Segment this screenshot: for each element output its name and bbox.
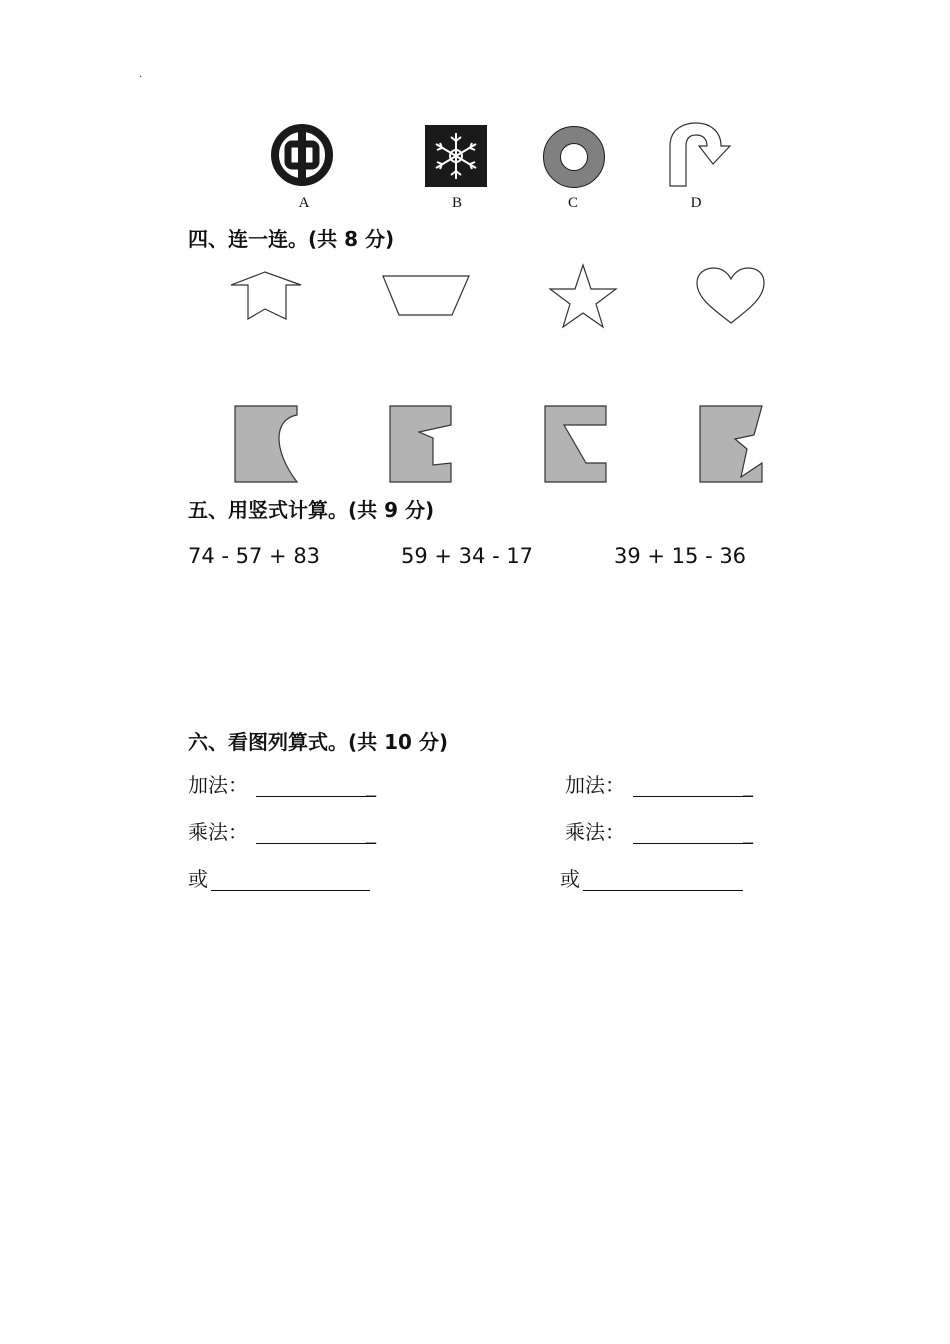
right-multiplication-label: 乘法： bbox=[565, 820, 625, 844]
half-star-cut-icon bbox=[699, 405, 765, 485]
arrow-up-icon bbox=[230, 271, 302, 321]
right-multiplication-tail: _ bbox=[743, 820, 753, 844]
left-or-blank[interactable] bbox=[211, 868, 370, 891]
left-addition-blank[interactable] bbox=[256, 774, 366, 797]
left-addition-tail: _ bbox=[366, 773, 376, 797]
option-d-label: D bbox=[690, 195, 702, 211]
right-or-label: 或 bbox=[560, 867, 580, 891]
expression-2: 59 + 34 - 17 bbox=[401, 544, 534, 568]
heart-icon bbox=[696, 267, 766, 325]
snowflake-square-icon bbox=[425, 125, 487, 187]
half-slant-cut-icon bbox=[544, 405, 610, 485]
left-or-label: 或 bbox=[188, 867, 208, 891]
expression-3: 39 + 15 - 36 bbox=[614, 544, 747, 568]
half-arc-cut-icon bbox=[234, 405, 300, 485]
right-addition-blank[interactable] bbox=[633, 774, 743, 797]
section-4-title: 四、连一连。(共 8 分) bbox=[188, 227, 395, 251]
expression-1: 74 - 57 + 83 bbox=[188, 544, 321, 568]
left-multiplication-label: 乘法： bbox=[188, 820, 248, 844]
option-c-label: C bbox=[567, 195, 578, 211]
left-multiplication-blank[interactable] bbox=[256, 821, 366, 844]
star-icon bbox=[549, 264, 617, 328]
u-turn-arrow-icon bbox=[669, 122, 731, 188]
option-a-label: A bbox=[298, 195, 310, 211]
right-or-blank[interactable] bbox=[583, 868, 743, 891]
left-addition-label: 加法： bbox=[188, 773, 248, 797]
dot-mark: . bbox=[139, 69, 143, 80]
right-addition-tail: _ bbox=[743, 773, 753, 797]
right-addition-label: 加法： bbox=[565, 773, 625, 797]
section-6-title: 六、看图列算式。(共 10 分) bbox=[188, 730, 449, 754]
section-5-title: 五、用竖式计算。(共 9 分) bbox=[188, 498, 435, 522]
left-multiplication-tail: _ bbox=[366, 820, 376, 844]
ring-icon bbox=[543, 126, 605, 188]
trapezoid-icon bbox=[382, 275, 470, 317]
half-notch-cut-icon bbox=[389, 405, 455, 485]
right-multiplication-blank[interactable] bbox=[633, 821, 743, 844]
option-b-label: B bbox=[451, 195, 462, 211]
bank-of-china-logo-icon bbox=[269, 123, 335, 187]
